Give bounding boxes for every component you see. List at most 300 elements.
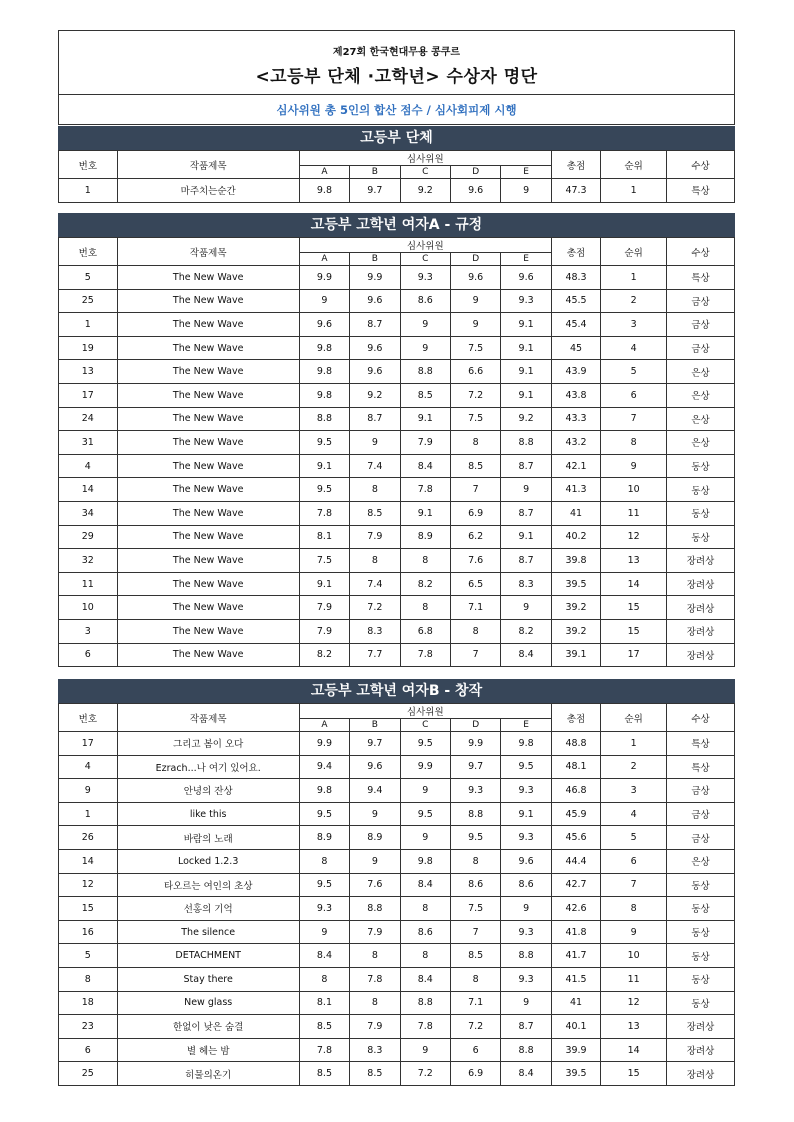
judge-c-score: 7.8 [400, 643, 450, 667]
judge-e-score: 9 [501, 991, 551, 1015]
rank-cell: 2 [601, 289, 667, 313]
table-row [59, 643, 735, 667]
judge-d-score: 8 [450, 967, 500, 991]
judge-c-score: 9.2 [400, 179, 450, 203]
judge-c-score: 9.1 [400, 501, 450, 525]
judge-b-score: 7.9 [350, 920, 400, 944]
judge-c-score: 9 [400, 336, 450, 360]
judge-d-score: 8.5 [450, 454, 500, 478]
table-row [59, 179, 735, 203]
judge-e-score: 9.3 [501, 920, 551, 944]
judge-d-score: 8.5 [450, 944, 500, 968]
judge-b-score: 7.7 [350, 643, 400, 667]
award-cell: 동상 [667, 897, 735, 921]
column-header-judge-c: C [400, 719, 450, 732]
award-cell: 동상 [667, 991, 735, 1015]
judge-b-score: 9.4 [350, 779, 400, 803]
judge-c-score: 9.9 [400, 755, 450, 779]
judge-a-score: 9.8 [299, 779, 349, 803]
column-header-number: 번호 [59, 704, 118, 732]
judge-a-score: 9.5 [299, 478, 349, 502]
judge-d-score: 9.6 [450, 179, 500, 203]
judge-d-score: 6.2 [450, 525, 500, 549]
page-title: <고등부 단체 ·고학년> 수상자 명단 [255, 67, 538, 87]
judge-b-score: 8.3 [350, 619, 400, 643]
judge-b-score: 9.2 [350, 383, 400, 407]
rank-cell: 8 [601, 897, 667, 921]
total-score-cell: 42.7 [551, 873, 600, 897]
judge-c-score: 8.9 [400, 525, 450, 549]
total-score-cell: 45.4 [551, 313, 600, 337]
judge-c-score: 7.8 [400, 1015, 450, 1039]
column-header-rank: 순위 [601, 151, 667, 179]
work-title-cell: 그리고 봄이 오다 [117, 732, 299, 756]
section-high-school-group [58, 126, 735, 203]
column-header-judge-b: B [350, 253, 400, 266]
rank-cell: 2 [601, 755, 667, 779]
table-row [59, 407, 735, 431]
row-number-cell: 14 [59, 849, 118, 873]
table-row [59, 619, 735, 643]
rank-cell: 11 [601, 967, 667, 991]
award-cell: 동상 [667, 944, 735, 968]
judge-e-score: 8.2 [501, 619, 551, 643]
total-score-cell: 41.5 [551, 967, 600, 991]
section-senior-female-b [58, 679, 735, 1086]
table-row [59, 501, 735, 525]
total-score-cell: 47.3 [551, 179, 600, 203]
column-header-total: 총점 [551, 238, 600, 266]
table-row [59, 1015, 735, 1039]
column-header-judge-d: D [450, 719, 500, 732]
rank-cell: 12 [601, 991, 667, 1015]
judge-b-score: 9.6 [350, 289, 400, 313]
work-title-cell: 마주치는순간 [117, 179, 299, 203]
total-score-cell: 43.9 [551, 360, 600, 384]
judge-a-score: 9.5 [299, 431, 349, 455]
judge-e-score: 9.3 [501, 967, 551, 991]
rank-cell: 5 [601, 826, 667, 850]
rank-cell: 14 [601, 1038, 667, 1062]
table-row [59, 991, 735, 1015]
rank-cell: 15 [601, 619, 667, 643]
judge-e-score: 8.8 [501, 944, 551, 968]
judge-d-score: 7.2 [450, 383, 500, 407]
rank-cell: 3 [601, 779, 667, 803]
column-header-judge-d: D [450, 166, 500, 179]
column-header-work: 작품제목 [117, 151, 299, 179]
table-row [59, 802, 735, 826]
judge-b-score: 8.7 [350, 313, 400, 337]
total-score-cell: 45.5 [551, 289, 600, 313]
total-score-cell: 39.5 [551, 572, 600, 596]
total-score-cell: 39.2 [551, 596, 600, 620]
rank-cell: 13 [601, 549, 667, 573]
row-number-cell: 13 [59, 360, 118, 384]
judge-d-score: 7 [450, 478, 500, 502]
judge-b-score: 9.6 [350, 755, 400, 779]
work-title-cell: Ezrach...나 여기 있어요. [117, 755, 299, 779]
table-row [59, 336, 735, 360]
work-title-cell: The New Wave [117, 596, 299, 620]
judge-e-score: 8.6 [501, 873, 551, 897]
award-cell: 금상 [667, 336, 735, 360]
judge-c-score: 9.5 [400, 802, 450, 826]
total-score-cell: 39.5 [551, 1062, 600, 1086]
rank-cell: 3 [601, 313, 667, 337]
total-score-cell: 45 [551, 336, 600, 360]
work-title-cell: The New Wave [117, 313, 299, 337]
row-number-cell: 17 [59, 383, 118, 407]
row-number-cell: 4 [59, 454, 118, 478]
award-cell: 특상 [667, 179, 735, 203]
header-row [59, 704, 735, 719]
row-number-cell: 31 [59, 431, 118, 455]
work-title-cell: The New Wave [117, 525, 299, 549]
judge-d-score: 8 [450, 619, 500, 643]
work-title-cell: The New Wave [117, 383, 299, 407]
row-number-cell: 17 [59, 732, 118, 756]
rank-cell: 1 [601, 266, 667, 290]
total-score-cell: 45.9 [551, 802, 600, 826]
work-title-cell: 타오르는 여인의 초상 [117, 873, 299, 897]
total-score-cell: 41 [551, 991, 600, 1015]
judge-a-score: 8.2 [299, 643, 349, 667]
total-score-cell: 41.7 [551, 944, 600, 968]
award-cell: 장려상 [667, 619, 735, 643]
judge-a-score: 7.9 [299, 619, 349, 643]
judge-e-score: 8.4 [501, 1062, 551, 1086]
rank-cell: 1 [601, 732, 667, 756]
judge-a-score: 8 [299, 849, 349, 873]
judge-c-score: 8.8 [400, 360, 450, 384]
award-cell: 장려상 [667, 572, 735, 596]
column-header-judges: 심사위원 [299, 151, 551, 166]
judge-e-score: 9.3 [501, 826, 551, 850]
award-cell: 동상 [667, 454, 735, 478]
judge-b-score: 9.9 [350, 266, 400, 290]
judge-c-score: 9 [400, 313, 450, 337]
award-cell: 금상 [667, 313, 735, 337]
award-cell: 특상 [667, 732, 735, 756]
award-cell: 동상 [667, 920, 735, 944]
row-number-cell: 34 [59, 501, 118, 525]
judge-d-score: 7.2 [450, 1015, 500, 1039]
award-cell: 특상 [667, 755, 735, 779]
section-title: 고등부 고학년 여자A - 규정 [58, 213, 735, 237]
judge-b-score: 8.9 [350, 826, 400, 850]
judge-c-score: 9 [400, 826, 450, 850]
judge-d-score: 7.5 [450, 897, 500, 921]
column-header-rank: 순위 [601, 704, 667, 732]
table-row [59, 779, 735, 803]
total-score-cell: 42.1 [551, 454, 600, 478]
rank-cell: 17 [601, 643, 667, 667]
work-title-cell: The New Wave [117, 431, 299, 455]
work-title-cell: The New Wave [117, 336, 299, 360]
work-title-cell: The New Wave [117, 360, 299, 384]
rank-cell: 7 [601, 407, 667, 431]
judge-d-score: 9.6 [450, 266, 500, 290]
judge-c-score: 8.4 [400, 454, 450, 478]
rank-cell: 8 [601, 431, 667, 455]
awards-table [58, 150, 735, 203]
judge-a-score: 7.5 [299, 549, 349, 573]
judge-b-score: 7.9 [350, 525, 400, 549]
work-title-cell: Locked 1.2.3 [117, 849, 299, 873]
judge-b-score: 8 [350, 478, 400, 502]
judge-e-score: 9.6 [501, 266, 551, 290]
row-number-cell: 24 [59, 407, 118, 431]
row-number-cell: 18 [59, 991, 118, 1015]
header-title-area [59, 31, 734, 95]
rank-cell: 4 [601, 802, 667, 826]
rank-cell: 6 [601, 383, 667, 407]
judge-c-score: 8.4 [400, 873, 450, 897]
judge-a-score: 9.8 [299, 383, 349, 407]
row-number-cell: 25 [59, 1062, 118, 1086]
table-row [59, 525, 735, 549]
column-header-total: 총점 [551, 704, 600, 732]
work-title-cell: DETACHMENT [117, 944, 299, 968]
row-number-cell: 29 [59, 525, 118, 549]
judge-d-score: 6.9 [450, 1062, 500, 1086]
column-header-judge-c: C [400, 253, 450, 266]
judge-d-score: 6.9 [450, 501, 500, 525]
judge-d-score: 7.6 [450, 549, 500, 573]
judge-c-score: 9.8 [400, 849, 450, 873]
column-header-award: 수상 [667, 704, 735, 732]
award-cell: 특상 [667, 266, 735, 290]
table-row [59, 755, 735, 779]
judge-c-score: 8.6 [400, 289, 450, 313]
judge-a-score: 8.9 [299, 826, 349, 850]
total-score-cell: 39.9 [551, 1038, 600, 1062]
judge-e-score: 9 [501, 478, 551, 502]
total-score-cell: 44.4 [551, 849, 600, 873]
total-score-cell: 43.2 [551, 431, 600, 455]
judge-e-score: 9.1 [501, 383, 551, 407]
scoring-note: 심사위원 총 5인의 합산 점수 / 심사회피제 시행 [276, 103, 517, 117]
table-row [59, 944, 735, 968]
row-number-cell: 5 [59, 944, 118, 968]
judge-d-score: 8.6 [450, 873, 500, 897]
work-title-cell: like this [117, 802, 299, 826]
row-number-cell: 26 [59, 826, 118, 850]
judge-a-score: 8.5 [299, 1015, 349, 1039]
judge-c-score: 8.4 [400, 967, 450, 991]
judge-b-score: 8.7 [350, 407, 400, 431]
judge-b-score: 8 [350, 991, 400, 1015]
judge-a-score: 8.5 [299, 1062, 349, 1086]
rank-cell: 13 [601, 1015, 667, 1039]
rank-cell: 9 [601, 454, 667, 478]
rank-cell: 15 [601, 1062, 667, 1086]
judge-a-score: 9.8 [299, 179, 349, 203]
column-header-work: 작품제목 [117, 238, 299, 266]
judge-a-score: 9.9 [299, 266, 349, 290]
judge-b-score: 9.6 [350, 360, 400, 384]
table-row [59, 596, 735, 620]
section-title: 고등부 단체 [58, 126, 735, 150]
judge-a-score: 8.8 [299, 407, 349, 431]
award-cell: 금상 [667, 826, 735, 850]
judge-b-score: 9.7 [350, 179, 400, 203]
judge-d-score: 7.5 [450, 336, 500, 360]
section-title: 고등부 고학년 여자B - 창작 [58, 679, 735, 703]
work-title-cell: The silence [117, 920, 299, 944]
judge-e-score: 9 [501, 596, 551, 620]
judge-c-score: 9.3 [400, 266, 450, 290]
row-number-cell: 12 [59, 873, 118, 897]
judge-d-score: 7.1 [450, 596, 500, 620]
column-header-judge-e: E [501, 166, 551, 179]
total-score-cell: 39.1 [551, 643, 600, 667]
row-number-cell: 15 [59, 897, 118, 921]
total-score-cell: 40.2 [551, 525, 600, 549]
rank-cell: 11 [601, 501, 667, 525]
award-cell: 은상 [667, 407, 735, 431]
judge-b-score: 7.6 [350, 873, 400, 897]
column-header-judge-e: E [501, 719, 551, 732]
judge-a-score: 8 [299, 967, 349, 991]
column-header-judge-b: B [350, 166, 400, 179]
total-score-cell: 48.3 [551, 266, 600, 290]
total-score-cell: 40.1 [551, 1015, 600, 1039]
award-cell: 금상 [667, 802, 735, 826]
judge-d-score: 9.3 [450, 779, 500, 803]
header-row [59, 238, 735, 253]
row-number-cell: 6 [59, 1038, 118, 1062]
work-title-cell: 한없이 낮은 숨결 [117, 1015, 299, 1039]
judge-d-score: 7 [450, 920, 500, 944]
award-cell: 장려상 [667, 1038, 735, 1062]
award-cell: 금상 [667, 779, 735, 803]
judge-c-score: 9 [400, 779, 450, 803]
judge-c-score: 7.8 [400, 478, 450, 502]
total-score-cell: 41 [551, 501, 600, 525]
judge-c-score: 9.1 [400, 407, 450, 431]
work-title-cell: The New Wave [117, 549, 299, 573]
judge-a-score: 9.5 [299, 873, 349, 897]
award-cell: 동상 [667, 525, 735, 549]
judge-b-score: 9 [350, 849, 400, 873]
judge-e-score: 9.1 [501, 525, 551, 549]
column-header-judge-b: B [350, 719, 400, 732]
judge-a-score: 9.1 [299, 454, 349, 478]
table-row [59, 732, 735, 756]
judge-b-score: 8.3 [350, 1038, 400, 1062]
judge-e-score: 9 [501, 179, 551, 203]
row-number-cell: 14 [59, 478, 118, 502]
work-title-cell: The New Wave [117, 643, 299, 667]
row-number-cell: 19 [59, 336, 118, 360]
judge-e-score: 8.8 [501, 1038, 551, 1062]
judge-c-score: 8 [400, 596, 450, 620]
competition-name: 제27회 한국현대무용 콩쿠르 [332, 47, 461, 58]
judge-a-score: 9.6 [299, 313, 349, 337]
column-header-rank: 순위 [601, 238, 667, 266]
judge-c-score: 7.9 [400, 431, 450, 455]
judge-a-score: 9.4 [299, 755, 349, 779]
judge-e-score: 9.1 [501, 802, 551, 826]
rank-cell: 14 [601, 572, 667, 596]
work-title-cell: 안녕의 잔상 [117, 779, 299, 803]
judge-a-score: 7.8 [299, 1038, 349, 1062]
judge-a-score: 9 [299, 920, 349, 944]
judge-b-score: 7.9 [350, 1015, 400, 1039]
table-row [59, 1038, 735, 1062]
award-cell: 동상 [667, 873, 735, 897]
row-number-cell: 16 [59, 920, 118, 944]
judge-b-score: 7.4 [350, 454, 400, 478]
rank-cell: 7 [601, 873, 667, 897]
column-header-work: 작품제목 [117, 704, 299, 732]
judge-c-score: 8.8 [400, 991, 450, 1015]
judge-e-score: 9.5 [501, 755, 551, 779]
judge-d-score: 9.7 [450, 755, 500, 779]
judge-b-score: 8.5 [350, 501, 400, 525]
total-score-cell: 41.8 [551, 920, 600, 944]
column-header-award: 수상 [667, 238, 735, 266]
table-row [59, 873, 735, 897]
judge-d-score: 6 [450, 1038, 500, 1062]
row-number-cell: 1 [59, 179, 118, 203]
judge-d-score: 8 [450, 431, 500, 455]
rank-cell: 15 [601, 596, 667, 620]
row-number-cell: 5 [59, 266, 118, 290]
judge-a-score: 9.8 [299, 336, 349, 360]
judge-a-score: 8.1 [299, 525, 349, 549]
table-row [59, 313, 735, 337]
table-row [59, 1062, 735, 1086]
table-row [59, 549, 735, 573]
total-score-cell: 48.8 [551, 732, 600, 756]
rank-cell: 9 [601, 920, 667, 944]
table-row [59, 289, 735, 313]
table-row [59, 920, 735, 944]
work-title-cell: The New Wave [117, 407, 299, 431]
work-title-cell: The New Wave [117, 289, 299, 313]
rank-cell: 10 [601, 478, 667, 502]
judge-e-score: 9.8 [501, 732, 551, 756]
work-title-cell: The New Wave [117, 266, 299, 290]
total-score-cell: 45.6 [551, 826, 600, 850]
judge-e-score: 8.7 [501, 1015, 551, 1039]
judge-b-score: 9.6 [350, 336, 400, 360]
judge-e-score: 9.1 [501, 313, 551, 337]
table-row [59, 454, 735, 478]
row-number-cell: 8 [59, 967, 118, 991]
award-cell: 동상 [667, 967, 735, 991]
judge-c-score: 8.5 [400, 383, 450, 407]
column-header-award: 수상 [667, 151, 735, 179]
judge-d-score: 6.6 [450, 360, 500, 384]
work-title-cell: The New Wave [117, 501, 299, 525]
judge-d-score: 7 [450, 643, 500, 667]
judge-b-score: 9 [350, 802, 400, 826]
judge-e-score: 9.1 [501, 336, 551, 360]
judge-b-score: 7.2 [350, 596, 400, 620]
judge-c-score: 8.2 [400, 572, 450, 596]
award-cell: 은상 [667, 360, 735, 384]
judge-e-score: 9.1 [501, 360, 551, 384]
row-number-cell: 10 [59, 596, 118, 620]
column-header-judge-d: D [450, 253, 500, 266]
column-header-number: 번호 [59, 238, 118, 266]
judge-e-score: 8.3 [501, 572, 551, 596]
judge-e-score: 9.3 [501, 779, 551, 803]
